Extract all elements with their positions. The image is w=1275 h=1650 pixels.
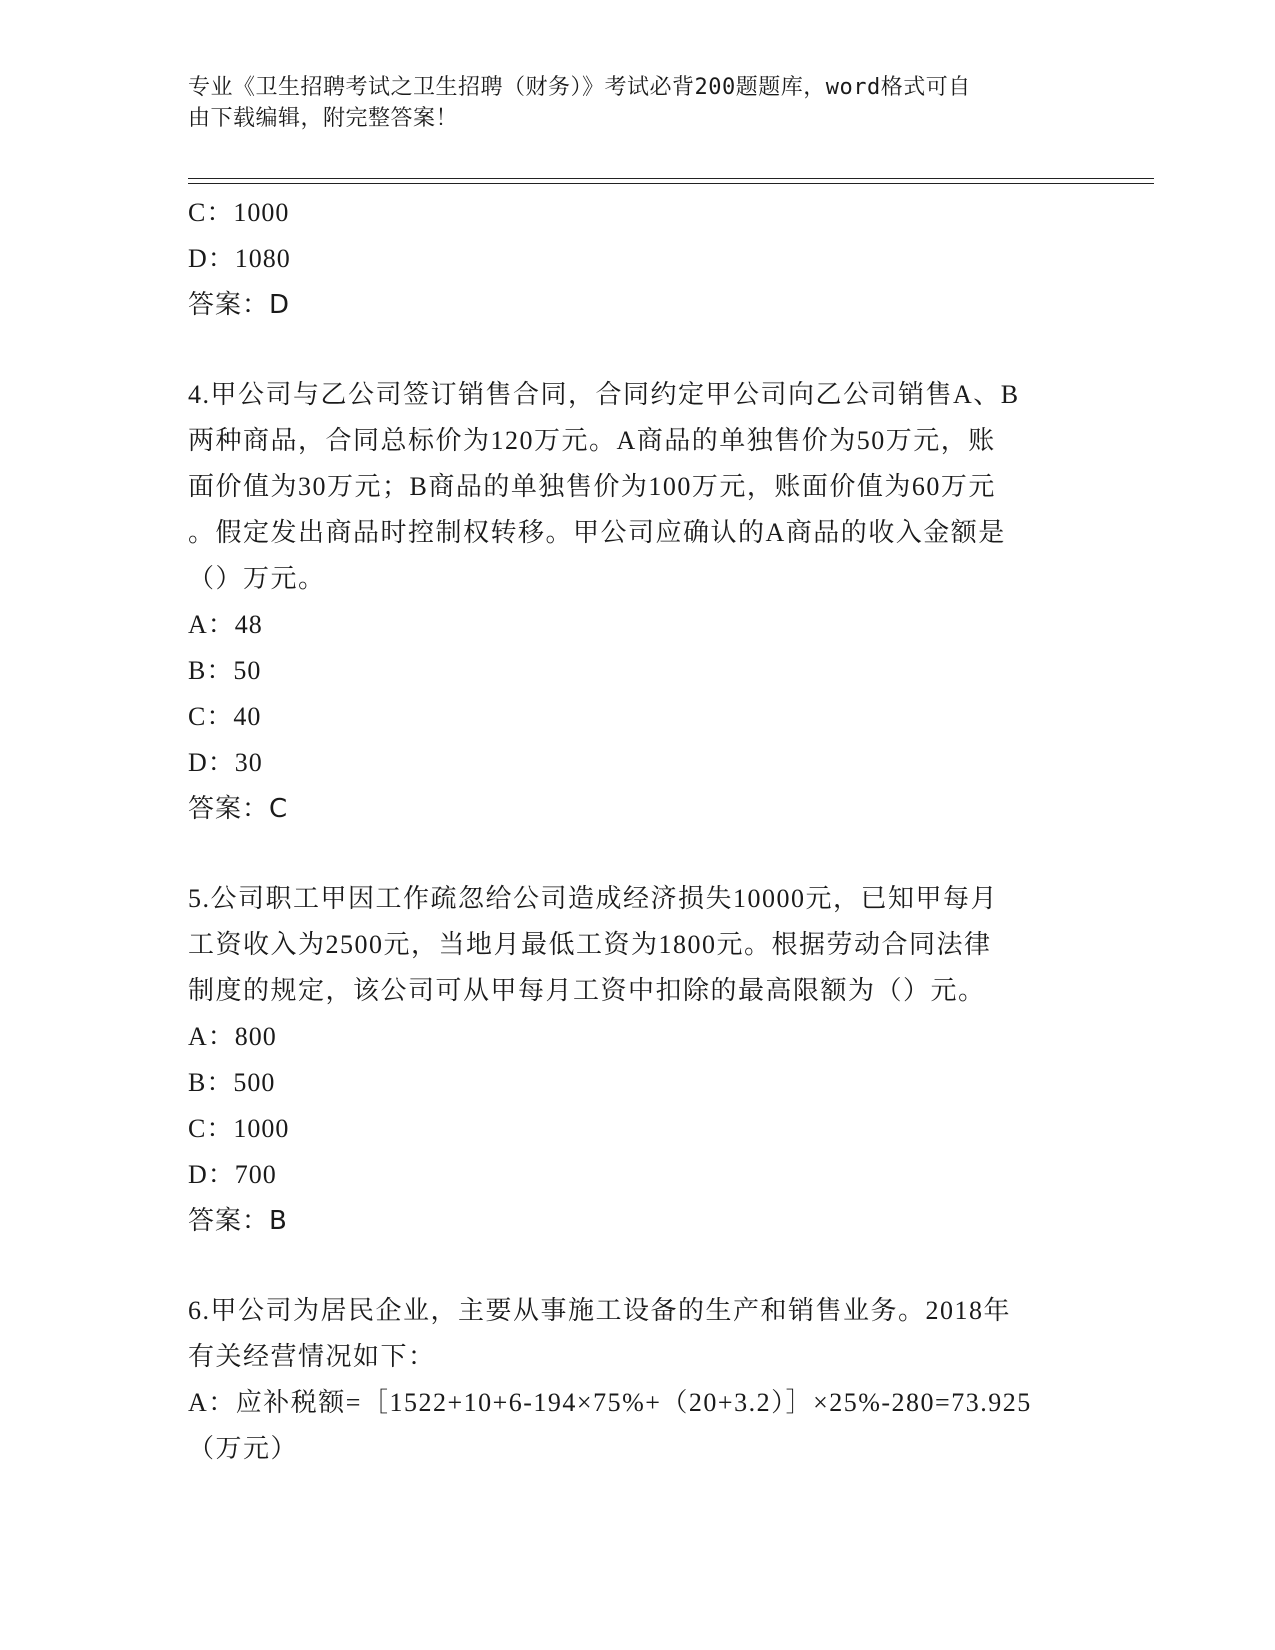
option-d: D：1080 <box>188 244 291 273</box>
question-6-text <box>188 1288 1088 1380</box>
answer-line: 答案：B <box>188 1206 288 1236</box>
option-d: D：30 <box>188 748 263 777</box>
question-line: 5.公司职工甲因工作疏忽给公司造成经济损失10000元，已知甲每月 <box>188 884 999 913</box>
question-line: 6.甲公司为居民企业，主要从事施工设备的生产和销售业务。2018年 <box>188 1296 1012 1325</box>
header-divider-top <box>188 178 1154 179</box>
question-line: 面价值为30万元；B商品的单独售价为100万元，账面价值为60万元 <box>188 472 996 501</box>
question-line: 有关经营情况如下： <box>188 1342 436 1371</box>
question-line: （）万元。 <box>188 564 326 593</box>
header-divider-bottom <box>188 183 1154 184</box>
document-body <box>188 190 1088 1472</box>
answer-line: 答案：D <box>188 290 291 320</box>
option-b: B：500 <box>188 1068 276 1097</box>
option-line: （万元） <box>188 1434 299 1463</box>
document-header <box>188 72 1068 134</box>
option-c: C：1000 <box>188 1114 290 1143</box>
option-c: C：1000 <box>188 198 290 227</box>
option-c: C：40 <box>188 702 262 731</box>
question-line: 4.甲公司与乙公司签订销售合同，合同约定甲公司向乙公司销售A、B <box>188 380 1020 409</box>
option-a <box>188 1380 1088 1472</box>
header-line-1: 专业《卫生招聘考试之卫生招聘（财务）》考试必背200题题库，word格式可自 <box>188 75 971 100</box>
question-line: 两种商品，合同总标价为120万元。A商品的单独售价为50万元，账 <box>188 426 996 455</box>
option-b: B：50 <box>188 656 262 685</box>
answer-line: 答案：C <box>188 794 289 824</box>
option-a: A：48 <box>188 610 263 639</box>
option-line: A：应补税额=［1522+10+6-194×75%+（20+3.2）］×25%-280=73.925 <box>188 1388 1032 1417</box>
header-line-2: 由下载编辑，附完整答案！ <box>188 106 459 131</box>
option-a: A：800 <box>188 1022 277 1051</box>
option-d: D：700 <box>188 1160 277 1189</box>
question-line: 工资收入为2500元，当地月最低工资为1800元。根据劳动合同法律 <box>188 930 992 959</box>
question-line: 制度的规定，该公司可从甲每月工资中扣除的最高限额为（）元。 <box>188 976 986 1005</box>
question-line: 。假定发出商品时控制权转移。甲公司应确认的A商品的收入金额是 <box>188 518 1006 547</box>
question-4-text <box>188 372 1088 602</box>
question-5-text <box>188 876 1088 1014</box>
